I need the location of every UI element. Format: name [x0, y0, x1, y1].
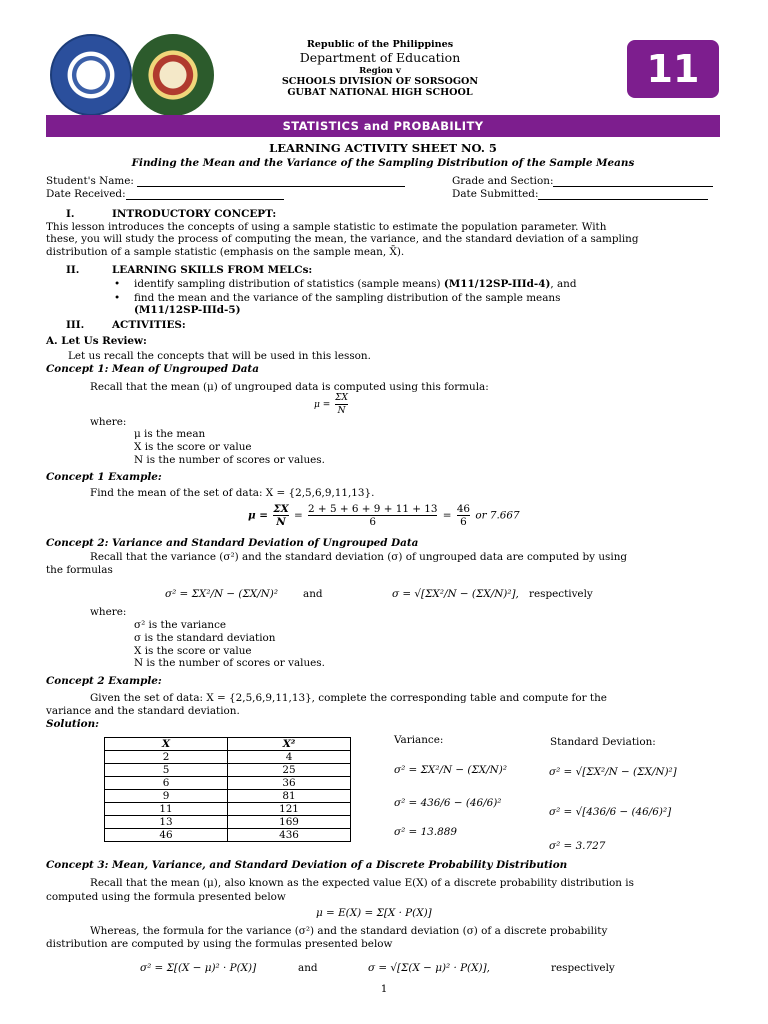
table-cell: 169 — [228, 816, 351, 829]
concept-1-definitions — [134, 428, 325, 466]
mean-formula-fraction — [335, 392, 348, 417]
concept-1-title: Concept 1: Mean of Ungrouped Data — [46, 363, 259, 375]
variance-step-2: σ² = 436/6 − (46/6)² — [394, 797, 502, 809]
grade-section-line[interactable] — [553, 176, 713, 187]
region-text: Region v — [359, 66, 401, 76]
section-2-number: II. — [66, 264, 80, 276]
table-cell: 81 — [228, 790, 351, 803]
concept-2-where: where: — [90, 606, 127, 618]
discrete-variance-formula: σ² = Σ[(X − μ)² · P(X)] — [140, 962, 257, 974]
sd-step-1: σ² = √[ΣX²/N − (ΣX/N)²] — [549, 766, 677, 778]
section-3-title: ACTIVITIES: — [112, 319, 186, 331]
sheet-title: LEARNING ACTIVITY SHEET NO. 5 — [269, 141, 497, 155]
concept-2-recall-1: Recall that the variance (σ²) and the standard deviation (σ) of ungrouped data are computed by using — [90, 551, 628, 563]
and-text-2: and — [298, 962, 318, 974]
republic-text: Republic of the Philippines — [306, 39, 454, 50]
variance-formula: σ² = ΣX²/N − (ΣX/N)² — [165, 588, 278, 600]
concept-1-def-score: X is the score or value — [134, 440, 252, 453]
grade-section-label: Grade and Section: — [452, 175, 554, 187]
variance-step-1: σ² = ΣX²/N − (ΣX/N)² — [394, 764, 507, 776]
concept-1-example-formula — [248, 503, 520, 528]
example-frac-2-den: 6 — [369, 516, 377, 528]
department-text: Department of Education — [299, 50, 461, 65]
intro-paragraph — [46, 221, 726, 258]
sd-formula: σ = √[ΣX²/N − (ΣX/N)²], — [392, 588, 519, 600]
student-name-label: Student's Name: — [46, 175, 134, 187]
table-cell: 436 — [228, 829, 351, 842]
concept-1-def-mean: μ is the mean — [134, 428, 206, 440]
table-cell: 6 — [105, 777, 228, 790]
table-row — [105, 777, 351, 790]
example-frac-3-den: 6 — [460, 516, 467, 528]
concept-3-recall-1: Recall that the mean (μ), also known as the expected value E(X) of a discrete probability distribution is — [90, 877, 634, 889]
concept-2-example-text-1: Given the set of data: X = {2,5,6,9,11,13}, complete the corresponding table and compute for the — [90, 692, 607, 704]
bullet-1: • — [114, 278, 121, 290]
def-sd: σ is the standard deviation — [134, 631, 276, 644]
section-1-title: INTRODUCTORY CONCEPT: — [112, 208, 277, 220]
def-variance: σ² is the variance — [134, 619, 227, 631]
intro-line-3: distribution of a sample statistic (emphasis on the sample mean, X̄). — [46, 245, 405, 258]
section-2-title: LEARNING SKILLS FROM MELCs: — [112, 264, 313, 276]
table-header-x2: X² — [228, 738, 351, 751]
intro-line-1: This lesson introduces the concepts of using a sample statistic to estimate the population parameter. With — [46, 221, 607, 233]
melc-1 — [134, 278, 577, 290]
school-seal-logo — [132, 34, 214, 116]
table-cell: 13 — [105, 816, 228, 829]
bullet-2: • — [114, 292, 121, 304]
table-row — [105, 764, 351, 777]
school-text: GUBAT NATIONAL HIGH SCHOOL — [287, 87, 473, 98]
student-name-line[interactable] — [137, 176, 405, 187]
sd-result: σ² = 3.727 — [549, 840, 606, 852]
section-3-number: III. — [66, 319, 85, 331]
mean-formula-lhs: μ = — [314, 400, 331, 410]
equals-1: = — [293, 509, 303, 522]
table-header-row — [105, 738, 351, 751]
intro-line-2: these, you will study the process of computing the mean, the variance, and the standard deviation of a sampling — [46, 233, 639, 246]
table-header-x: X — [105, 738, 228, 751]
melc-1-text: identify sampling distribution of statistics (sample means) — [134, 278, 444, 290]
table-cell: 25 — [228, 764, 351, 777]
concept-2-example-title: Concept 2 Example: — [46, 675, 162, 687]
solution-label: Solution: — [46, 718, 100, 730]
variance-label: Variance: — [394, 734, 444, 746]
mean-formula-num: ΣX — [335, 393, 348, 403]
table-row — [105, 790, 351, 803]
mean-formula — [314, 392, 350, 417]
variance-result: σ² = 13.889 — [394, 826, 457, 838]
table-cell: 46 — [105, 829, 228, 842]
date-submitted-line[interactable] — [538, 189, 708, 200]
sd-label: Standard Deviation: — [550, 736, 656, 748]
concept-3-whereas-1: Whereas, the formula for the variance (σ²) and the standard deviation (σ) of a discrete probability — [90, 925, 608, 937]
concept-1-where: where: — [90, 416, 127, 428]
table-row — [105, 829, 351, 842]
page-number: 1 — [380, 983, 388, 995]
example-frac-1-num: ΣX — [273, 503, 289, 515]
example-lhs: μ = — [248, 509, 268, 522]
example-frac-3-num: 46 — [456, 503, 471, 515]
date-received-label: Date Received: — [46, 188, 126, 200]
subject-bar: STATISTICS and PROBABILITY — [46, 115, 720, 137]
date-received-line[interactable] — [126, 189, 284, 200]
table-cell: 5 — [105, 764, 228, 777]
concept-2-example-text-2: variance and the standard deviation. — [46, 705, 240, 717]
concept-1-example-title: Concept 1 Example: — [46, 471, 162, 483]
grade-section-field[interactable] — [452, 175, 713, 187]
table-cell: 36 — [228, 777, 351, 790]
expected-value-formula: μ = E(X) = Σ[X · P(X)] — [316, 907, 432, 919]
example-frac-1-den: N — [276, 516, 286, 528]
discrete-sd-formula: σ = √[Σ(X − μ)² · P(X)], — [368, 962, 490, 974]
melc-2-code: (M11/12SP-IIId-5) — [134, 304, 241, 316]
table-cell: 2 — [105, 751, 228, 764]
grade-badge: 11 — [627, 40, 719, 98]
concept-1-example-text: Find the mean of the set of data: X = {2,5,6,9,11,13}. — [90, 487, 375, 499]
let-us-review-title: A. Let Us Review: — [46, 335, 147, 347]
review-intro: Let us recall the concepts that will be used in this lesson. — [68, 350, 371, 362]
melc-1-end: , and — [550, 278, 577, 290]
section-1-number: I. — [66, 208, 75, 220]
student-name-field[interactable] — [46, 175, 405, 187]
table-row — [105, 751, 351, 764]
def-n: N is the number of scores or values. — [134, 657, 325, 670]
date-submitted-field[interactable] — [452, 188, 708, 200]
concept-3-whereas-2: distribution are computed by using the formulas presented below — [46, 938, 393, 950]
sd-step-2: σ² = √[436/6 − (46/6)²] — [549, 806, 672, 818]
example-frac-3 — [457, 503, 470, 528]
sheet-subtitle: Finding the Mean and the Variance of the Sampling Distribution of the Sample Means — [131, 157, 635, 169]
division-text: SCHOOLS DIVISION OF SORSOGON — [281, 76, 479, 87]
example-frac-2 — [308, 503, 437, 528]
concept-2-recall-2: the formulas — [46, 564, 113, 576]
letterhead — [230, 39, 530, 98]
concept-3-title: Concept 3: Mean, Variance, and Standard Deviation of a Discrete Probability Distribution — [46, 859, 568, 871]
example-frac-1 — [273, 503, 288, 528]
concept-3-recall-2: computed using the formula presented below — [46, 891, 286, 903]
table-cell: 11 — [105, 803, 228, 816]
table-cell: 9 — [105, 790, 228, 803]
date-received-field[interactable] — [46, 188, 284, 200]
mean-formula-den: N — [337, 406, 346, 416]
table-cell: 121 — [228, 803, 351, 816]
concept-1-def-n: N is the number of scores or values. — [134, 453, 325, 466]
solution-table — [104, 737, 351, 842]
table-row — [105, 803, 351, 816]
example-frac-2-num: 2 + 5 + 6 + 9 + 11 + 13 — [308, 503, 438, 515]
equals-2: = — [442, 509, 452, 522]
concept-2-title: Concept 2: Variance and Standard Deviation of Ungrouped Data — [46, 537, 419, 549]
table-row — [105, 816, 351, 829]
concept-1-recall: Recall that the mean (μ) of ungrouped data is computed using this formula: — [90, 381, 489, 393]
example-or: or 7.667 — [475, 509, 520, 522]
and-text-1: and — [303, 588, 323, 600]
respectively-2: respectively — [551, 962, 615, 974]
melc-1-code: (M11/12SP-IIId-4) — [443, 278, 551, 290]
respectively-1: respectively — [529, 588, 593, 600]
date-submitted-label: Date Submitted: — [452, 188, 539, 200]
def-score: X is the score or value — [134, 644, 252, 657]
deped-seal-logo — [50, 34, 132, 116]
concept-2-definitions — [134, 619, 325, 670]
melc-2: find the mean and the variance of the sampling distribution of the sample means — [134, 292, 561, 304]
table-cell: 4 — [228, 751, 351, 764]
